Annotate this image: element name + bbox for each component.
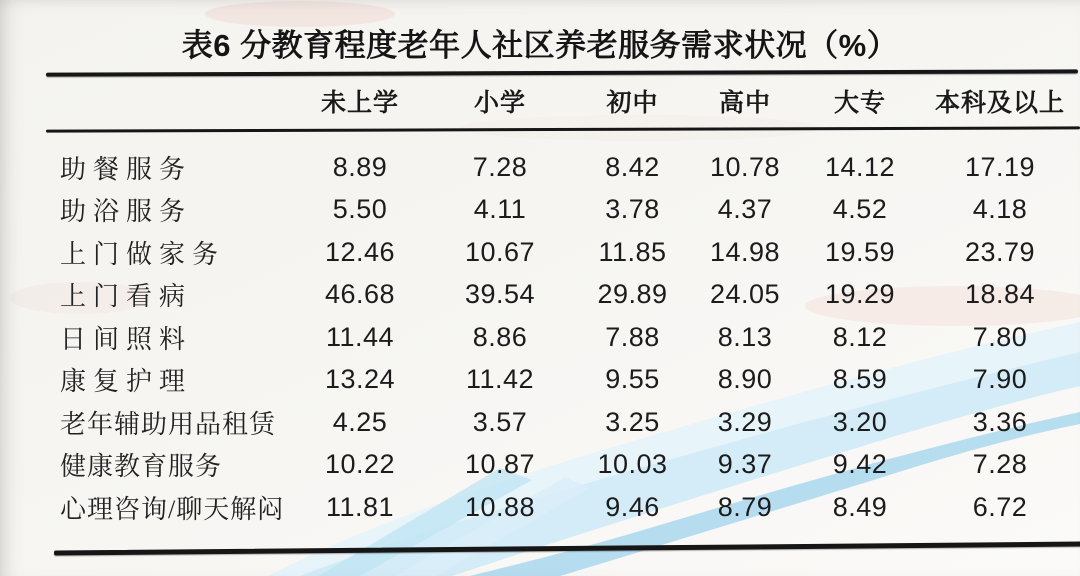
value-cell: 9.46 (605, 491, 660, 522)
value-cell: 8.59 (832, 364, 888, 395)
value-cell: 46.68 (324, 279, 396, 310)
value-cell: 10.78 (709, 151, 781, 182)
value-cell: 10.67 (464, 236, 536, 267)
row-label: 康复护理 (60, 367, 193, 397)
value-cell: 11.81 (325, 491, 395, 522)
row-label: 助浴服务 (60, 197, 193, 227)
value-cell: 9.42 (832, 449, 888, 480)
value-cell: 7.28 (972, 449, 1028, 480)
value-cell: 4.52 (832, 194, 888, 225)
value-cell: 7.88 (605, 321, 660, 352)
value-cell: 3.57 (472, 406, 528, 437)
value-cell: 19.59 (824, 236, 896, 267)
value-cell: 8.90 (717, 364, 773, 395)
value-cell: 3.29 (717, 406, 773, 437)
value-cell: 3.36 (972, 406, 1028, 437)
value-cell: 7.80 (972, 321, 1028, 352)
value-cell: 4.11 (473, 194, 527, 225)
row-label: 健康教育服务 (60, 452, 223, 482)
value-cell: 10.88 (464, 491, 536, 522)
value-cell: 18.84 (964, 279, 1036, 310)
value-cell: 9.55 (605, 364, 660, 395)
value-cell: 11.85 (598, 236, 667, 267)
value-cell: 17.19 (964, 151, 1036, 182)
value-cell: 10.03 (597, 449, 668, 480)
value-cell: 5.50 (332, 194, 388, 225)
column-header: 大专 (833, 89, 886, 117)
value-cell: 13.24 (324, 364, 396, 395)
value-cell: 7.90 (972, 364, 1028, 395)
value-cell: 8.42 (605, 151, 660, 182)
row-label: 心理咨询/聊天解闷 (60, 494, 285, 524)
value-cell: 24.05 (709, 279, 781, 310)
value-cell: 6.72 (972, 491, 1028, 522)
value-cell: 8.13 (717, 321, 773, 352)
value-cell: 11.42 (465, 364, 535, 395)
table-title: 表6 分教育程度老年人社区养老服务需求状况（%） (181, 28, 899, 63)
value-cell: 3.20 (832, 406, 888, 437)
value-cell: 12.46 (324, 236, 396, 267)
value-cell: 10.87 (464, 449, 536, 480)
value-cell: 8.12 (832, 321, 888, 352)
row-label: 老年辅助用品租赁 (60, 409, 277, 439)
row-label: 日间照料 (60, 324, 193, 354)
row-label: 上门做家务 (60, 239, 226, 269)
column-header: 未上学 (320, 89, 399, 117)
education-demand-table (0, 146, 1080, 529)
value-cell: 11.44 (325, 321, 395, 352)
value-cell: 9.37 (717, 449, 773, 480)
value-cell: 14.98 (709, 236, 781, 267)
value-cell: 8.49 (832, 491, 888, 522)
value-cell: 10.22 (324, 449, 396, 480)
value-cell: 4.25 (332, 406, 388, 437)
column-header: 小学 (473, 89, 526, 117)
column-header: 本科及以上 (934, 89, 1065, 117)
value-cell: 4.18 (972, 194, 1028, 225)
row-label: 助餐服务 (60, 154, 193, 184)
value-cell: 4.37 (717, 194, 773, 225)
row-label: 上门看病 (60, 282, 193, 312)
value-cell: 8.86 (472, 321, 528, 352)
value-cell: 39.54 (464, 279, 536, 310)
column-header: 高中 (718, 89, 771, 117)
value-cell: 29.89 (597, 279, 668, 310)
value-cell: 8.79 (717, 491, 773, 522)
value-cell: 14.12 (824, 151, 896, 182)
column-header: 初中 (606, 89, 659, 117)
value-cell: 7.28 (472, 151, 528, 182)
value-cell: 8.89 (332, 151, 388, 182)
header-row (0, 75, 1080, 127)
value-cell: 19.29 (824, 279, 896, 310)
value-cell: 23.79 (964, 236, 1036, 267)
value-cell: 3.78 (605, 194, 660, 225)
value-cell: 3.25 (605, 406, 660, 437)
